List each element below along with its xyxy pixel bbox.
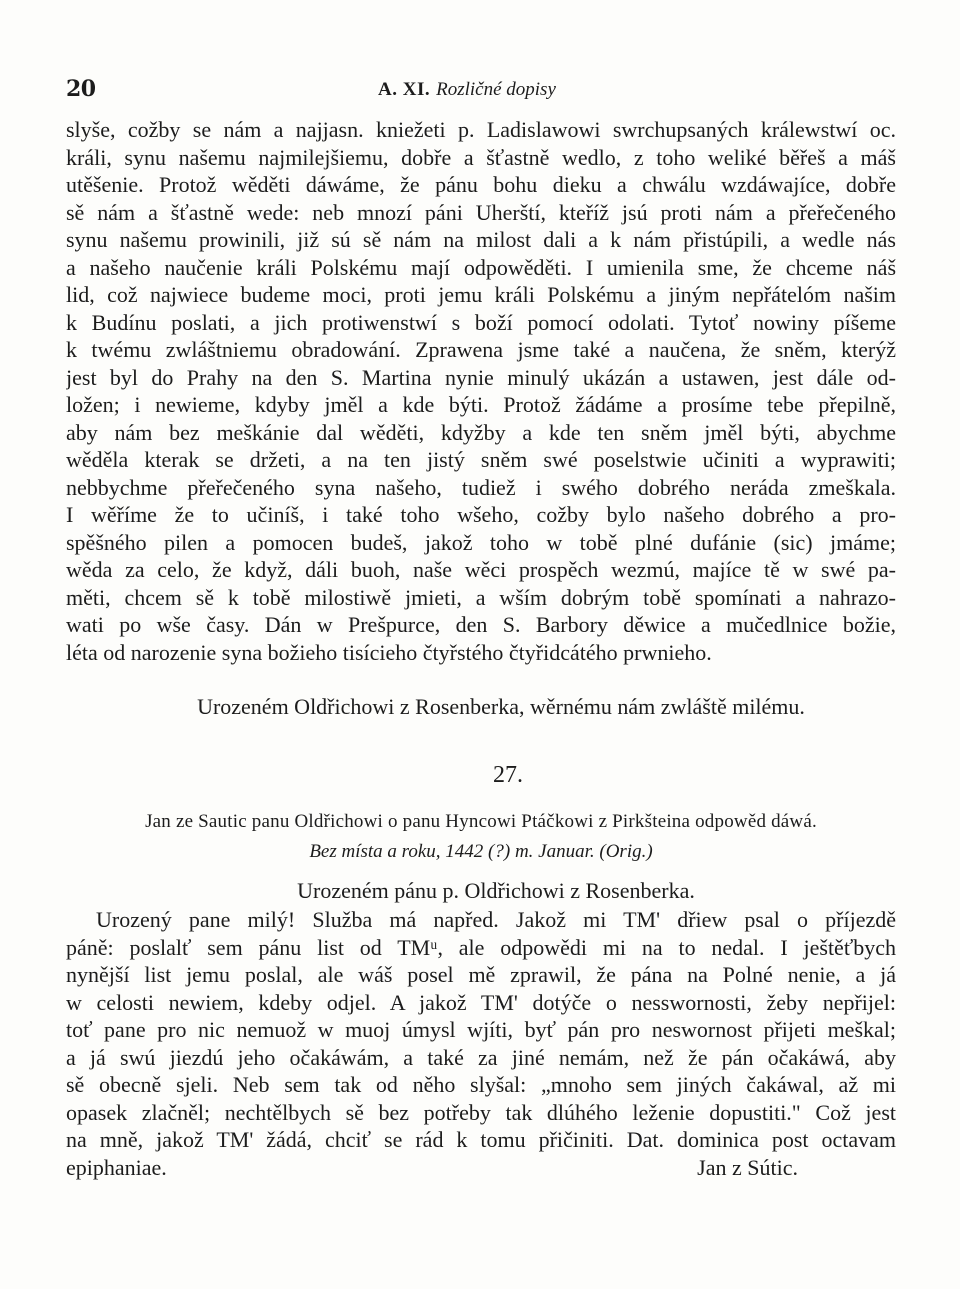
text-line: slyše, cožby se nám a najjasn. kniežeti p. Ladislawowi swrchupsaných králewstwí oc. <box>66 117 896 142</box>
text-line: aby nám bez meškánie dal wěděti, kdyžby a kde ten sněm jměl býti, abychme <box>66 419 896 445</box>
running-head-title <box>378 79 556 101</box>
document-number: 27. <box>493 762 523 788</box>
running-head <box>66 76 896 106</box>
text-line: na mně, jakož TM' žádá, chciť se rád k tomu přičiniti. Dat. dominica post octavam <box>66 1127 896 1152</box>
text-line: utěšenie. Protož wěděti dáwáme, že pánu bohu dieku a chwálu wzdáwajíce, dobře <box>66 172 896 197</box>
text-line: a já swú jiezdú jeho očakáwám, a také za jiné nemám, než že pán očakáwá, aby <box>66 1044 896 1070</box>
text-line: spěšného pilen a pomocen budeš, jakož toho w tobě plné dufánie (sic) jmáme; <box>66 529 896 555</box>
text-line: Urozený pane milý! Služba má napřed. Jakož mi TM' dřiew psal o příjezdě <box>96 907 896 932</box>
text-line: k twému zwláštniemu obradowání. Zprawena jsme také a naučena, že sněm, kterýž <box>66 337 896 362</box>
page-number: 20 <box>66 76 96 102</box>
text-line: opasek zlačněl; nechtělbych sě bez potřeby tak dlúhého leženie dopustiti." Což jest <box>66 1099 896 1125</box>
text-line: sě obecně sjeli. Neb sem tak od něho slyšal: „mnoho sem jiných čakáwal, až mi <box>66 1072 896 1097</box>
text-line: wati po wše časy. Dán w Prešpurce, den S. Barbory děwice a mučedlnice božie, <box>66 612 896 637</box>
letter-27-address: Urozeném pánu p. Oldřichowi z Rosenberka. <box>297 878 695 903</box>
closing-line <box>66 1154 896 1182</box>
document-heading: Jan ze Sautic panu Oldřichowi o panu Hyncowi Ptáčkowi z Pirkšteina odpowěd dáwá. <box>145 811 817 832</box>
text-line: nebbychme přeřečeného syna našeho, tudiež i swého dobrého neráda zmeškala. <box>66 474 896 500</box>
text-line: nynější list jemu poslal, ale wáš posel mě zprawil, že pána na Polné nenie, a já <box>66 962 896 987</box>
text-line: synu našemu prowinili, již sú sě nám na milost dali a k nám přistúpili, a wedle nás <box>66 227 896 252</box>
letter-26-continuation <box>66 116 896 666</box>
text-line: jest byl do Prahy na den S. Martina nynie minulý ukázán a ustawen, jest dále od- <box>66 364 896 390</box>
text-line: lid, což najwiece budeme moci, proti jemu králi Polskému a jiným nepřátelóm našim <box>66 282 896 307</box>
text-line: I wěříme že to učiníš, i také toho wšeho, cožby bylo našeho dobrého a pro- <box>66 502 896 527</box>
text-line: wěda za celo, že když, dáli buoh, naše wěci prospěch wezmú, majíce tě w swé pa- <box>66 557 896 582</box>
text-line: k Budínu poslati, a jich protiwenstwí s boží pomocí odolati. Tytoť nowiny píšeme <box>66 309 896 335</box>
section-title: Rozličné dopisy <box>436 79 556 100</box>
text-line: léta od narozenie syna božieho tisícieho čtyřstého čtyřidcátého prwnieho. <box>66 639 712 665</box>
text-line: páně: poslalť sem pánu list od TMᵘ, ale odpowědi mi na to nedal. I ještěťbych <box>66 934 896 960</box>
section-number: A. XI. <box>378 79 431 100</box>
text-line: králi, synu našemu najmilejšiemu, dobře a šťastně wedlo, z toho weliké běřeš a máš <box>66 144 896 170</box>
text-line: sě nám a šťastně wede: neb mnozí páni Uherští, kteříž jsú proti nám a přeřečeného <box>66 199 896 225</box>
text-line: ložen; i newieme, kdyby jměl a kde býti. Protož žádáme a prosíme tebe přepilně, <box>66 392 896 417</box>
document-dateline: Bez místa a roku, 1442 (?) m. Januar. (Orig.) <box>309 841 653 862</box>
text-line: wěděla kterak se držeti, a na ten jistý sněm swé poselstwie učiniti a wyprawiti; <box>66 447 896 472</box>
text-line: měti, chcem sě k tobě milostiwě jmieti, a wším dobrým tobě spomínati a nahrazo- <box>66 584 896 610</box>
text-line: a našeho naučenie králi Polskému mají odpowěděti. I umienila sme, že chceme náš <box>66 254 896 280</box>
text-line-end: epiphaniae. <box>66 1154 167 1180</box>
text-line: toť pane pro nic nemuož w muoj úmysl wjíti, byť pán pro neswornost přijeti meškal; <box>66 1017 896 1042</box>
signature: Jan z Sútic. <box>697 1154 798 1180</box>
letter-26-address: Urozeném Oldřichowi z Rosenberka, wěrnému nám zwláště milému. <box>197 694 805 719</box>
text-line: w celosti newiem, kdeby odjel. A jakož TM' dotýče o nesswornosti, žeby nepřijel: <box>66 989 896 1015</box>
letter-27-body <box>66 906 896 1181</box>
